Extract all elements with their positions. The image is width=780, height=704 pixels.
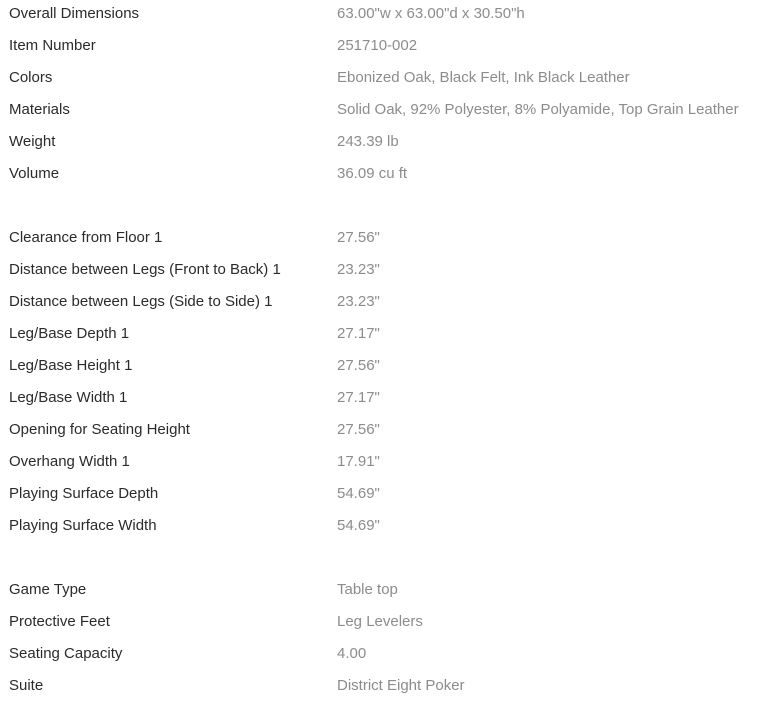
group-spacer: [0, 192, 780, 224]
spec-row-legs-front-to-back: [0, 256, 780, 288]
dimension-specs-group: [0, 224, 780, 544]
spec-label: Weight: [9, 133, 56, 150]
spec-row-suite: [0, 672, 780, 704]
spec-row-playing-surface-width: [0, 512, 780, 544]
spec-label: Playing Surface Width: [9, 517, 157, 534]
spec-value: Ebonized Oak, Black Felt, Ink Black Leather: [337, 69, 630, 86]
spec-value: Table top: [337, 581, 398, 598]
spec-label: Distance between Legs (Front to Back) 1: [9, 261, 281, 278]
spec-value: 27.56": [337, 421, 380, 438]
spec-label: Protective Feet: [9, 613, 110, 630]
spec-label: Leg/Base Depth 1: [9, 325, 130, 342]
spec-value: Leg Levelers: [337, 613, 423, 630]
spec-label: Item Number: [9, 37, 96, 54]
spec-label: Opening for Seating Height: [9, 421, 190, 438]
spec-label: Game Type: [9, 581, 87, 598]
spec-label: Seating Capacity: [9, 645, 123, 662]
spec-value: 27.17": [337, 325, 380, 342]
spec-row-item-number: [0, 32, 780, 64]
spec-value: 54.69": [337, 517, 380, 534]
spec-label: Leg/Base Width 1: [9, 389, 128, 406]
spec-value: 54.69": [337, 485, 380, 502]
spec-row-game-type: [0, 576, 780, 608]
spec-row-leg-base-width: [0, 384, 780, 416]
spec-label: Volume: [9, 165, 60, 182]
spec-row-overall-dimensions: [0, 0, 780, 32]
spec-value: District Eight Poker: [337, 677, 465, 694]
spec-value: 27.17": [337, 389, 380, 406]
spec-label: Playing Surface Depth: [9, 485, 159, 502]
spec-value: 63.00"w x 63.00"d x 30.50"h: [337, 5, 525, 22]
spec-label: Colors: [9, 69, 53, 86]
general-specs-group: [0, 0, 780, 192]
spec-row-seating-capacity: [0, 640, 780, 672]
spec-label: Distance between Legs (Side to Side) 1: [9, 293, 273, 310]
spec-value: 4.00: [337, 645, 367, 662]
spec-value: 23.23": [337, 293, 380, 310]
spec-value: 27.56": [337, 357, 380, 374]
spec-value: 23.23": [337, 261, 380, 278]
spec-row-overhang-width: [0, 448, 780, 480]
spec-value: 27.56": [337, 229, 380, 246]
spec-label: Overhang Width 1: [9, 453, 130, 470]
spec-row-playing-surface-depth: [0, 480, 780, 512]
spec-value: 251710-002: [337, 37, 418, 54]
spec-row-legs-side-to-side: [0, 288, 780, 320]
spec-row-materials: [0, 96, 780, 128]
spec-label: Leg/Base Height 1: [9, 357, 133, 374]
spec-row-leg-base-height: [0, 352, 780, 384]
spec-row-volume: [0, 160, 780, 192]
spec-row-seating-opening-height: [0, 416, 780, 448]
spec-value: 243.39 lb: [337, 133, 399, 150]
feature-specs-group: [0, 576, 780, 704]
spec-row-protective-feet: [0, 608, 780, 640]
spec-label: Materials: [9, 101, 70, 118]
spec-row-leg-base-depth: [0, 320, 780, 352]
group-spacer: [0, 544, 780, 576]
spec-row-clearance-from-floor: [0, 224, 780, 256]
spec-label: Overall Dimensions: [9, 5, 140, 22]
spec-label: Clearance from Floor 1: [9, 229, 163, 246]
spec-row-colors: [0, 64, 780, 96]
spec-value: 36.09 cu ft: [337, 165, 408, 182]
spec-row-weight: [0, 128, 780, 160]
spec-label: Suite: [9, 677, 44, 694]
spec-value: Solid Oak, 92% Polyester, 8% Polyamide, Top Grain Leather: [337, 101, 739, 118]
spec-value: 17.91": [337, 453, 380, 470]
